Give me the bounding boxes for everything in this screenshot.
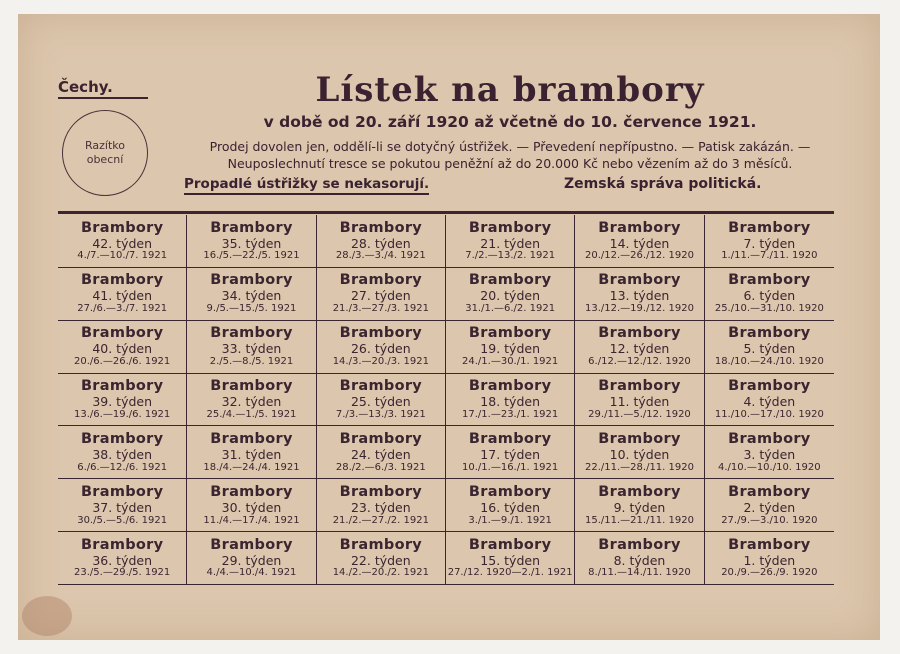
coupon-week: 4. týden [743, 394, 796, 410]
coupon-label: Brambory [728, 272, 811, 289]
coupon-week: 8. týden [613, 552, 666, 568]
coupon-cell [446, 268, 575, 321]
coupon-cell [575, 321, 704, 374]
coupon-week: 9. týden [613, 499, 666, 515]
coupon-week: 42. týden [92, 235, 153, 251]
coupon-cell [317, 479, 446, 532]
coupon-cell [317, 374, 446, 427]
coupon-dates: 1./11.—7./11. 1920 [721, 250, 818, 262]
coupon-label: Brambory [339, 272, 423, 289]
coupon-label: Brambory [728, 431, 811, 447]
coupon-label: Brambory [210, 325, 293, 342]
coupon-week: 11. týden [609, 394, 670, 410]
coupon-week: 29. týden [221, 552, 282, 568]
coupon-cell [705, 532, 834, 585]
coupon-cell [575, 215, 704, 268]
coupon-label: Brambory [468, 219, 552, 236]
coupon-dates: 6./6.—12./6. 1921 [77, 461, 168, 473]
coupon-dates: 28./2.—6./3. 1921 [335, 461, 426, 473]
coupon-label: Brambory [728, 325, 811, 342]
coupon-label: Brambory [598, 219, 681, 236]
coupon-dates: 17./1.—23./1. 1921 [462, 408, 559, 420]
coupon-week: 27. týden [350, 288, 411, 304]
coupon-cell [317, 268, 446, 321]
coupon-week: 6. týden [743, 288, 796, 304]
coupon-cell [575, 532, 704, 585]
coupon-dates: 30./5.—5./6. 1921 [77, 514, 168, 526]
coupon-week: 2. týden [743, 499, 796, 515]
coupon-label: Brambory [339, 536, 423, 553]
coupon-week: 34. týden [221, 288, 282, 304]
coupon-week: 41. týden [92, 288, 153, 304]
coupon-week: 37. týden [92, 499, 153, 515]
coupon-label: Brambory [598, 272, 681, 289]
coupon-dates: 8./11.—14./11. 1920 [588, 567, 691, 579]
rules-line-1: Prodej dovolen jen, oddělí-li se dotyčný ústřižek. — Převedení nepřípustno. — Patisk zakázán. — [209, 139, 811, 154]
coupon-cell [58, 215, 187, 268]
coupon-label: Brambory [210, 272, 293, 289]
coupon-dates: 20./9.—26./9. 1920 [721, 567, 818, 579]
coupon-week: 28. týden [350, 235, 411, 251]
coupon-week: 26. týden [350, 341, 411, 357]
coupon-label: Brambory [210, 536, 293, 553]
coupon-label: Brambory [210, 219, 293, 236]
coupon-cell [187, 426, 316, 479]
coupon-dates: 20./6.—26./6. 1921 [74, 355, 171, 367]
coupon-dates: 4./10.—10./10. 1920 [718, 461, 821, 473]
coupon-label: Brambory [728, 378, 811, 395]
coupon-cell [187, 532, 316, 585]
coupon-label: Brambory [339, 431, 423, 447]
coupon-label: Brambory [80, 431, 164, 447]
coupon-week: 18. týden [480, 394, 540, 410]
coupon-label: Brambory [468, 378, 552, 395]
coupon-cell [705, 374, 834, 427]
coupon-week: 19. týden [480, 341, 540, 357]
coupon-dates: 9./5.—15./5. 1921 [206, 303, 297, 315]
coupon-dates: 11./10.—17./10. 1920 [714, 408, 824, 420]
coupon-cell [58, 479, 187, 532]
coupon-week: 25. týden [350, 394, 411, 410]
coupon-label: Brambory [80, 483, 164, 500]
coupon-label: Brambory [598, 483, 681, 500]
coupon-cell [705, 321, 834, 374]
coupon-dates: 24./1.—30./1. 1921 [462, 355, 559, 367]
coupon-dates: 14./2.—20./2. 1921 [332, 567, 429, 579]
coupon-week: 31. týden [221, 446, 282, 462]
coupon-week: 17. týden [480, 446, 540, 462]
coupon-cell [705, 426, 834, 479]
coupon-dates: 18./4.—24./4. 1921 [203, 461, 300, 473]
coupon-week: 40. týden [92, 341, 153, 357]
coupon-cell [58, 321, 187, 374]
coupon-cell [575, 374, 704, 427]
coupon-dates: 27./6.—3./7. 1921 [77, 303, 168, 315]
coupon-dates: 16./5.—22./5. 1921 [203, 250, 300, 262]
coupon-dates: 2./5.—8./5. 1921 [209, 355, 294, 367]
coupon-cell [187, 268, 316, 321]
coupon-label: Brambory [468, 431, 552, 447]
coupon-dates: 27./9.—3./10. 1920 [721, 514, 818, 526]
coupon-cell [705, 215, 834, 268]
coupon-week: 21. týden [480, 235, 540, 251]
coupon-label: Brambory [468, 536, 552, 553]
coupon-cell [58, 426, 187, 479]
coupon-cell [446, 321, 575, 374]
coupon-dates: 28./3.—3./4. 1921 [335, 250, 426, 262]
coupon-week: 10. týden [609, 446, 670, 462]
coupon-dates: 13./6.—19./6. 1921 [74, 408, 171, 420]
stamp-text: Razítko obecní [85, 139, 125, 166]
coupon-cell [187, 374, 316, 427]
coupon-week: 33. týden [221, 341, 282, 357]
coupon-cell [575, 479, 704, 532]
coupon-dates: 15./11.—21./11. 1920 [585, 514, 694, 526]
coupon-dates: 3./1.—9./1. 1921 [468, 514, 552, 526]
coupon-dates: 23./5.—29./5. 1921 [74, 567, 171, 579]
coupon-dates: 14./3.—20./3. 1921 [332, 355, 429, 367]
coupon-cell [317, 321, 446, 374]
coupon-week: 3. týden [743, 446, 796, 462]
coupon-label: Brambory [468, 483, 552, 500]
coupon-dates: 13./12.—19./12. 1920 [585, 303, 694, 315]
coupon-label: Brambory [598, 536, 681, 553]
coupon-label: Brambory [339, 219, 423, 236]
coupon-cell [446, 532, 575, 585]
coupon-week: 23. týden [350, 499, 411, 515]
coupon-dates: 25./4.—1./5. 1921 [206, 408, 297, 420]
coupon-label: Brambory [80, 536, 164, 553]
coupon-label: Brambory [210, 378, 293, 395]
coupon-week: 36. týden [92, 552, 153, 568]
coupon-cell [446, 479, 575, 532]
card-title: Lístek na brambory [315, 70, 705, 110]
coupon-cell [575, 268, 704, 321]
coupon-week: 38. týden [92, 446, 153, 462]
validity-period: v době od 20. září 1920 až včetně do 10. července 1921. [263, 113, 757, 131]
coupon-dates: 4./7.—10./7. 1921 [77, 250, 168, 262]
coupon-dates: 11./4.—17./4. 1921 [203, 514, 300, 526]
coupon-cell [58, 268, 187, 321]
coupon-week: 14. týden [609, 235, 670, 251]
issuing-authority: Zemská správa politická. [564, 176, 762, 192]
coupon-cell [58, 532, 187, 585]
coupon-week: 7. týden [743, 235, 796, 251]
coupon-week: 30. týden [221, 499, 282, 515]
coupon-week: 13. týden [609, 288, 670, 304]
coupon-cell [705, 268, 834, 321]
coupon-label: Brambory [210, 431, 293, 447]
coupon-dates: 6./12.—12./12. 1920 [588, 355, 691, 367]
coupon-week: 24. týden [350, 446, 411, 462]
coupon-week: 15. týden [480, 552, 540, 568]
coupon-cell [317, 426, 446, 479]
coupon-dates: 10./1.—16./1. 1921 [462, 461, 559, 473]
coupon-label: Brambory [598, 325, 681, 342]
coupon-label: Brambory [598, 431, 681, 447]
coupon-label: Brambory [468, 325, 552, 342]
coupon-cell [317, 532, 446, 585]
paper-stain [22, 596, 72, 636]
coupon-cell [187, 479, 316, 532]
coupon-week: 12. týden [609, 341, 670, 357]
coupon-dates: 29./11.—5./12. 1920 [588, 408, 691, 420]
coupon-dates: 20./12.—26./12. 1920 [585, 250, 694, 262]
coupon-label: Brambory [339, 483, 423, 500]
municipal-stamp-circle [62, 110, 148, 196]
coupon-label: Brambory [339, 325, 423, 342]
coupon-dates: 21./3.—27./3. 1921 [332, 303, 429, 315]
coupon-label: Brambory [728, 536, 811, 553]
coupon-cell [317, 215, 446, 268]
coupon-week: 32. týden [221, 394, 282, 410]
expired-coupons-notice: Propadlé ústřižky se nekasorují. [184, 176, 429, 195]
coupon-label: Brambory [80, 272, 164, 289]
coupon-dates: 22./11.—28./11. 1920 [585, 461, 694, 473]
coupon-dates: 31./1.—6./2. 1921 [465, 303, 556, 315]
coupon-dates: 7./2.—13./2. 1921 [465, 250, 556, 262]
coupon-cell [58, 374, 187, 427]
rules-line-2: Neuposlechnutí tresce se pokutou peněžní až do 20.000 Kč nebo vězením až do 3 měsíců. [227, 156, 793, 171]
coupon-cell [446, 374, 575, 427]
coupon-label: Brambory [210, 483, 293, 500]
grid-top-rule [58, 211, 834, 214]
coupon-dates: 25./10.—31./10. 1920 [714, 303, 824, 315]
coupon-week: 16. týden [480, 499, 540, 515]
coupon-dates: 4./4.—10./4. 1921 [206, 567, 297, 579]
coupon-cell [187, 215, 316, 268]
coupon-label: Brambory [728, 483, 811, 500]
coupon-dates: 7./3.—13./3. 1921 [335, 408, 426, 420]
region-label: Čechy. [58, 78, 148, 99]
coupon-week: 5. týden [743, 341, 796, 357]
coupon-week: 1. týden [743, 552, 796, 568]
coupon-label: Brambory [468, 272, 552, 289]
coupon-dates: 27./12. 1920—2./1. 1921 [447, 567, 573, 579]
coupon-cell [705, 479, 834, 532]
coupon-dates: 18./10.—24./10. 1920 [714, 355, 824, 367]
coupon-grid [58, 215, 834, 585]
coupon-label: Brambory [80, 219, 164, 236]
coupon-label: Brambory [80, 325, 164, 342]
coupon-cell [187, 321, 316, 374]
coupon-label: Brambory [598, 378, 681, 395]
coupon-label: Brambory [339, 378, 423, 395]
coupon-week: 35. týden [221, 235, 282, 251]
coupon-cell [575, 426, 704, 479]
coupon-week: 20. týden [480, 288, 540, 304]
coupon-week: 39. týden [92, 394, 153, 410]
coupon-label: Brambory [728, 219, 811, 236]
coupon-label: Brambory [80, 378, 164, 395]
coupon-week: 22. týden [350, 552, 411, 568]
coupon-cell [446, 426, 575, 479]
coupon-dates: 21./2.—27./2. 1921 [332, 514, 429, 526]
coupon-cell [446, 215, 575, 268]
